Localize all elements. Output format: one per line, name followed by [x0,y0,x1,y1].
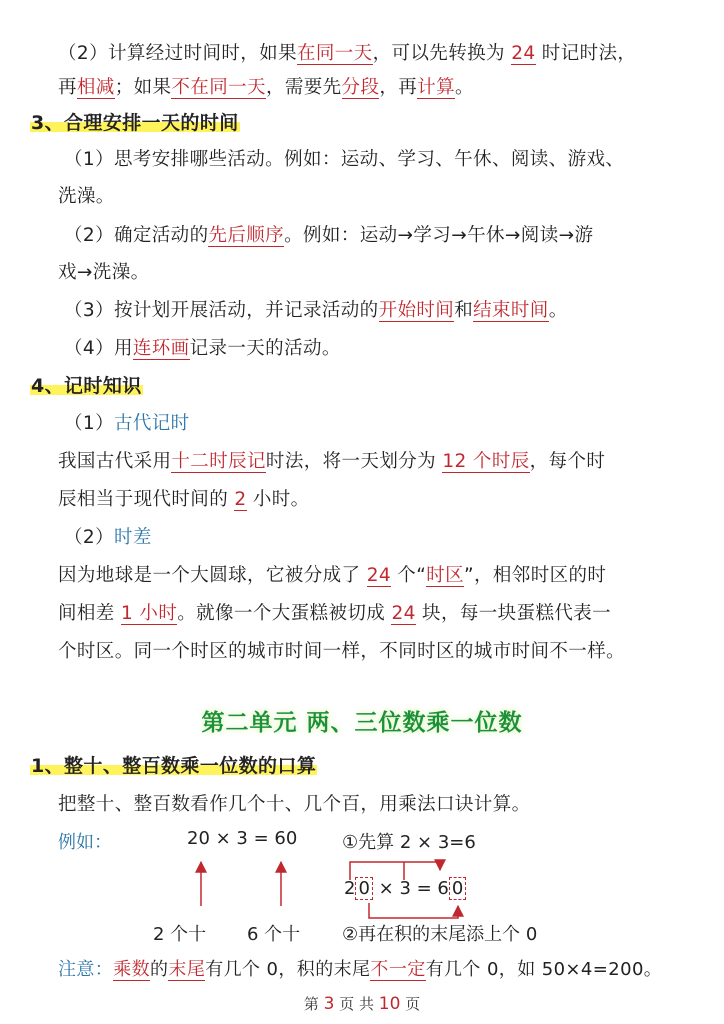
keyword-end-time: 结束时间 [473,300,549,321]
heading-text: 4、记时知识 [31,375,142,397]
text: 第 [303,995,324,1013]
text: 记录一天的活动。 [189,338,341,359]
text: 有几个 0，如 50×4=200。 [425,959,663,980]
text: 我国古代采用 [58,451,172,472]
subheading-time-difference: 时差 [113,527,152,548]
keyword-24: 24 [511,43,536,64]
para-elapsed-time-line2 [58,76,474,100]
text: ，再 [379,77,418,98]
para-timezone-line2 [58,602,611,626]
note-2-tens: 2 个十 [153,924,207,945]
keyword-not-necessarily: 不一定 [370,959,426,980]
text: 小时。 [246,489,310,510]
page-total: 10 [378,994,401,1014]
bracket-step2 [369,903,458,918]
keyword-24-pieces: 24 [391,603,416,624]
heading-text: 1、整十、整百数乘一位数的口算 [31,755,317,777]
keyword-subtract: 相减 [76,77,115,98]
section-heading-3 [30,111,240,135]
text: （3）按计划开展活动，并记录活动的 [64,300,379,321]
keyword-not-same-day: 不在同一天 [171,77,266,98]
item-3-1-cont: 洗澡。 [58,186,115,207]
text: 时记时法， [535,43,637,64]
text: 和 [454,300,474,321]
keyword-2: 2 [234,489,247,510]
rule-text: 把整十、整百数看作几个十、几个百，用乘法口诀计算。 [58,794,531,815]
keyword-calculate: 计算 [417,77,455,98]
item-4-2 [64,526,152,550]
item-4-1 [64,412,190,436]
para-timezone-line1 [58,564,606,588]
text: × 3 = 6 [378,878,449,899]
example-label: 例如： [58,832,112,853]
text: 再 [58,77,77,98]
keyword-segment: 分段 [341,77,380,98]
page-number: 3 [323,994,335,1014]
text: ，每个时 [529,451,606,472]
subheading-ancient: 古代记时 [113,413,190,434]
section-heading-unit2-1 [30,754,317,778]
keyword-same-day: 在同一天 [296,43,373,64]
item-3-3 [64,299,568,323]
boxed-zero: 0 [355,877,372,900]
example-equation2 [344,878,466,899]
text: （2） [64,527,114,548]
heading-text: 3、合理安排一天的时间 [31,112,239,134]
text: （2）计算经过时间时，如果 [58,43,297,64]
text: （2）确定活动的 [64,225,209,246]
para-ancient-line2 [58,488,310,512]
text: 因为地球是一个大圆球，它被分成了 [58,565,367,586]
keyword-end: 末尾 [168,959,206,980]
text: （4）用 [64,338,133,359]
page-footer [0,993,724,1014]
text: 块，每一块蛋糕代表一 [415,603,612,624]
section-heading-4 [30,374,143,398]
text: 。 [548,300,568,321]
unit-title: 第二单元 两、三位数乘一位数 [201,710,523,736]
example-step1: ①先算 2 × 3=6 [342,832,476,853]
note-label: 注意： [58,959,114,980]
text: ，需要先 [265,77,342,98]
text: 时法，将一天划分为 [265,451,443,472]
example-equation: 20 × 3 = 60 [187,828,298,849]
keyword-12-shichen: 12 个时辰 [442,451,530,472]
example-step2: ②再在积的末尾添上个 0 [342,924,538,945]
note-6-tens: 6 个十 [247,924,301,945]
text: ，可以先转换为 [372,43,512,64]
para-timezone-line3: 个时区。同一个时区的城市时间一样，不同时区的城市时间不一样。 [58,641,626,662]
text: ；如果 [114,77,172,98]
digit: 2 [344,878,356,899]
text: 个“ [391,565,427,586]
text: ”，相邻时区的时 [464,565,607,586]
para-elapsed-time-line1 [58,42,636,66]
note-line [58,958,662,982]
keyword-order: 先后顺序 [208,225,285,246]
item-3-2-cont: 戏→洗澡。 [58,262,150,283]
item-3-2 [64,224,593,248]
text: 间相差 [58,603,121,624]
text: 页 共 [334,995,379,1013]
item-3-1: （1）思考安排哪些活动。例如：运动、学习、午休、阅读、游戏、 [64,149,625,170]
para-ancient-line1 [58,450,605,474]
keyword-24: 24 [366,565,392,586]
keyword-multiplier: 乘数 [113,959,151,980]
text: 。就像一个大蛋糕被切成 [177,603,392,624]
keyword-1-hour: 1 小时 [120,603,178,624]
keyword-comic: 连环画 [132,338,190,359]
text: 辰相当于现代时间的 [58,489,235,510]
keyword-time-zone: 时区 [426,565,465,586]
item-3-4 [64,337,341,361]
keyword-twelve-shichen: 十二时辰记 [171,451,266,472]
keyword-start-time: 开始时间 [378,300,455,321]
text: 有几个 0，积的末尾 [205,959,371,980]
text: 。例如：运动→学习→午休→阅读→游 [284,225,594,246]
boxed-zero: 0 [449,877,466,900]
text: 。 [454,77,474,98]
text: 的 [150,959,169,980]
text: （1） [64,413,114,434]
text: 页 [400,995,421,1013]
